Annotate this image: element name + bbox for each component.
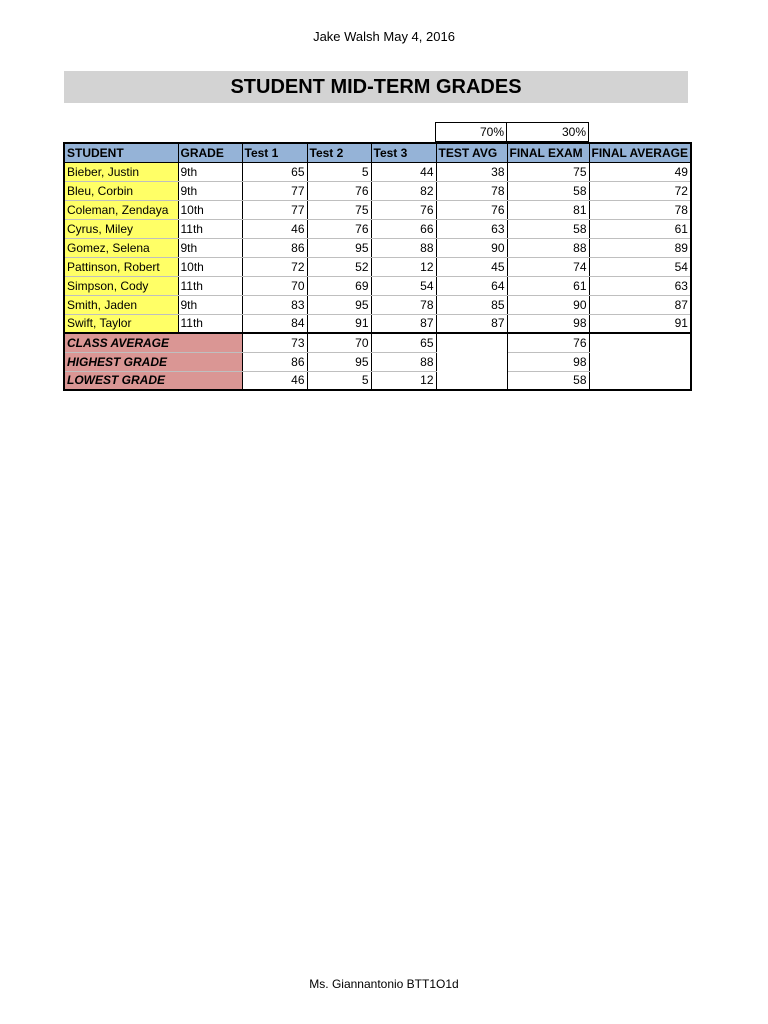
test2-score: 95 [307, 295, 371, 314]
test-avg-score: 45 [436, 257, 507, 276]
table-row [64, 162, 691, 181]
test3-score: 44 [371, 162, 436, 181]
empty-cell [436, 333, 507, 352]
test1-score: 77 [242, 200, 307, 219]
final-average-score: 91 [589, 314, 691, 333]
test-avg-score: 78 [436, 181, 507, 200]
final-exam-score: 58 [507, 181, 589, 200]
final-exam-weight: 30% [507, 123, 589, 142]
stat-t1-value: 46 [242, 371, 307, 390]
test1-score: 72 [242, 257, 307, 276]
sheet-title: STUDENT MID-TERM GRADES [64, 71, 688, 103]
stat-t2-value: 70 [307, 333, 371, 352]
empty-cell [589, 333, 691, 352]
col-student: STUDENT [64, 143, 178, 162]
test2-score: 95 [307, 238, 371, 257]
stat-row [64, 352, 691, 371]
test-avg-weight: 70% [436, 123, 507, 142]
student-grade: 11th [178, 314, 242, 333]
stat-t1-value: 73 [242, 333, 307, 352]
final-exam-score: 74 [507, 257, 589, 276]
stat-final-value: 58 [507, 371, 589, 390]
stat-label: LOWEST GRADE [64, 371, 242, 390]
final-average-score: 49 [589, 162, 691, 181]
table-row [64, 295, 691, 314]
stat-row [64, 333, 691, 352]
student-name: Smith, Jaden [64, 295, 178, 314]
test-avg-score: 38 [436, 162, 507, 181]
student-name: Coleman, Zendaya [64, 200, 178, 219]
final-average-score: 63 [589, 276, 691, 295]
empty-cell [436, 352, 507, 371]
stat-t2-value: 5 [307, 371, 371, 390]
table-row [64, 314, 691, 333]
stat-label: HIGHEST GRADE [64, 352, 242, 371]
col-test3: Test 3 [371, 143, 436, 162]
student-grade: 9th [178, 238, 242, 257]
student-grade: 9th [178, 295, 242, 314]
test3-score: 66 [371, 219, 436, 238]
col-test-avg: TEST AVG [436, 143, 507, 162]
table-row [64, 238, 691, 257]
student-name: Bleu, Corbin [64, 181, 178, 200]
final-exam-score: 88 [507, 238, 589, 257]
student-name: Pattinson, Robert [64, 257, 178, 276]
stat-t3-value: 88 [371, 352, 436, 371]
test3-score: 76 [371, 200, 436, 219]
test1-score: 84 [242, 314, 307, 333]
test1-score: 83 [242, 295, 307, 314]
final-average-score: 87 [589, 295, 691, 314]
final-average-score: 54 [589, 257, 691, 276]
stat-final-value: 98 [507, 352, 589, 371]
col-grade: GRADE [178, 143, 242, 162]
final-exam-score: 90 [507, 295, 589, 314]
col-final-exam: FINAL EXAM [507, 143, 589, 162]
header-row [64, 143, 691, 162]
student-name: Cyrus, Miley [64, 219, 178, 238]
student-grade: 9th [178, 162, 242, 181]
empty-cell [436, 371, 507, 390]
final-average-score: 78 [589, 200, 691, 219]
col-final-average: FINAL AVERAGE [589, 143, 691, 162]
empty-cell [589, 371, 691, 390]
stat-t3-value: 12 [371, 371, 436, 390]
student-name: Bieber, Justin [64, 162, 178, 181]
empty-cell [589, 352, 691, 371]
test3-score: 54 [371, 276, 436, 295]
final-average-score: 89 [589, 238, 691, 257]
table-row [64, 200, 691, 219]
stat-row [64, 371, 691, 390]
final-average-score: 72 [589, 181, 691, 200]
author-line: Jake Walsh May 4, 2016 [313, 29, 455, 44]
final-exam-score: 61 [507, 276, 589, 295]
test1-score: 65 [242, 162, 307, 181]
test3-score: 88 [371, 238, 436, 257]
test2-score: 75 [307, 200, 371, 219]
test-avg-score: 64 [436, 276, 507, 295]
final-exam-score: 75 [507, 162, 589, 181]
student-grade: 9th [178, 181, 242, 200]
test3-score: 87 [371, 314, 436, 333]
final-exam-score: 81 [507, 200, 589, 219]
student-grade: 11th [178, 219, 242, 238]
stat-t3-value: 65 [371, 333, 436, 352]
test-avg-score: 63 [436, 219, 507, 238]
student-name: Simpson, Cody [64, 276, 178, 295]
test2-score: 52 [307, 257, 371, 276]
final-average-score: 61 [589, 219, 691, 238]
test1-score: 77 [242, 181, 307, 200]
final-exam-score: 98 [507, 314, 589, 333]
test2-score: 5 [307, 162, 371, 181]
student-grade: 10th [178, 200, 242, 219]
test-avg-score: 87 [436, 314, 507, 333]
table-row [64, 276, 691, 295]
weights-table [435, 122, 589, 142]
student-name: Gomez, Selena [64, 238, 178, 257]
test2-score: 69 [307, 276, 371, 295]
col-test2: Test 2 [307, 143, 371, 162]
test3-score: 82 [371, 181, 436, 200]
test3-score: 78 [371, 295, 436, 314]
stat-label: CLASS AVERAGE [64, 333, 242, 352]
test2-score: 91 [307, 314, 371, 333]
stat-final-value: 76 [507, 333, 589, 352]
test2-score: 76 [307, 219, 371, 238]
test1-score: 46 [242, 219, 307, 238]
test-avg-score: 76 [436, 200, 507, 219]
test1-score: 86 [242, 238, 307, 257]
student-name: Swift, Taylor [64, 314, 178, 333]
table-row [64, 219, 691, 238]
stat-t2-value: 95 [307, 352, 371, 371]
stat-t1-value: 86 [242, 352, 307, 371]
table-row [64, 181, 691, 200]
footer-text: Ms. Giannantonio BTT1O1d [309, 977, 459, 991]
test-avg-score: 90 [436, 238, 507, 257]
student-grade: 11th [178, 276, 242, 295]
grades-table [63, 142, 692, 391]
test2-score: 76 [307, 181, 371, 200]
test1-score: 70 [242, 276, 307, 295]
test3-score: 12 [371, 257, 436, 276]
col-test1: Test 1 [242, 143, 307, 162]
test-avg-score: 85 [436, 295, 507, 314]
final-exam-score: 58 [507, 219, 589, 238]
table-row [64, 257, 691, 276]
student-grade: 10th [178, 257, 242, 276]
